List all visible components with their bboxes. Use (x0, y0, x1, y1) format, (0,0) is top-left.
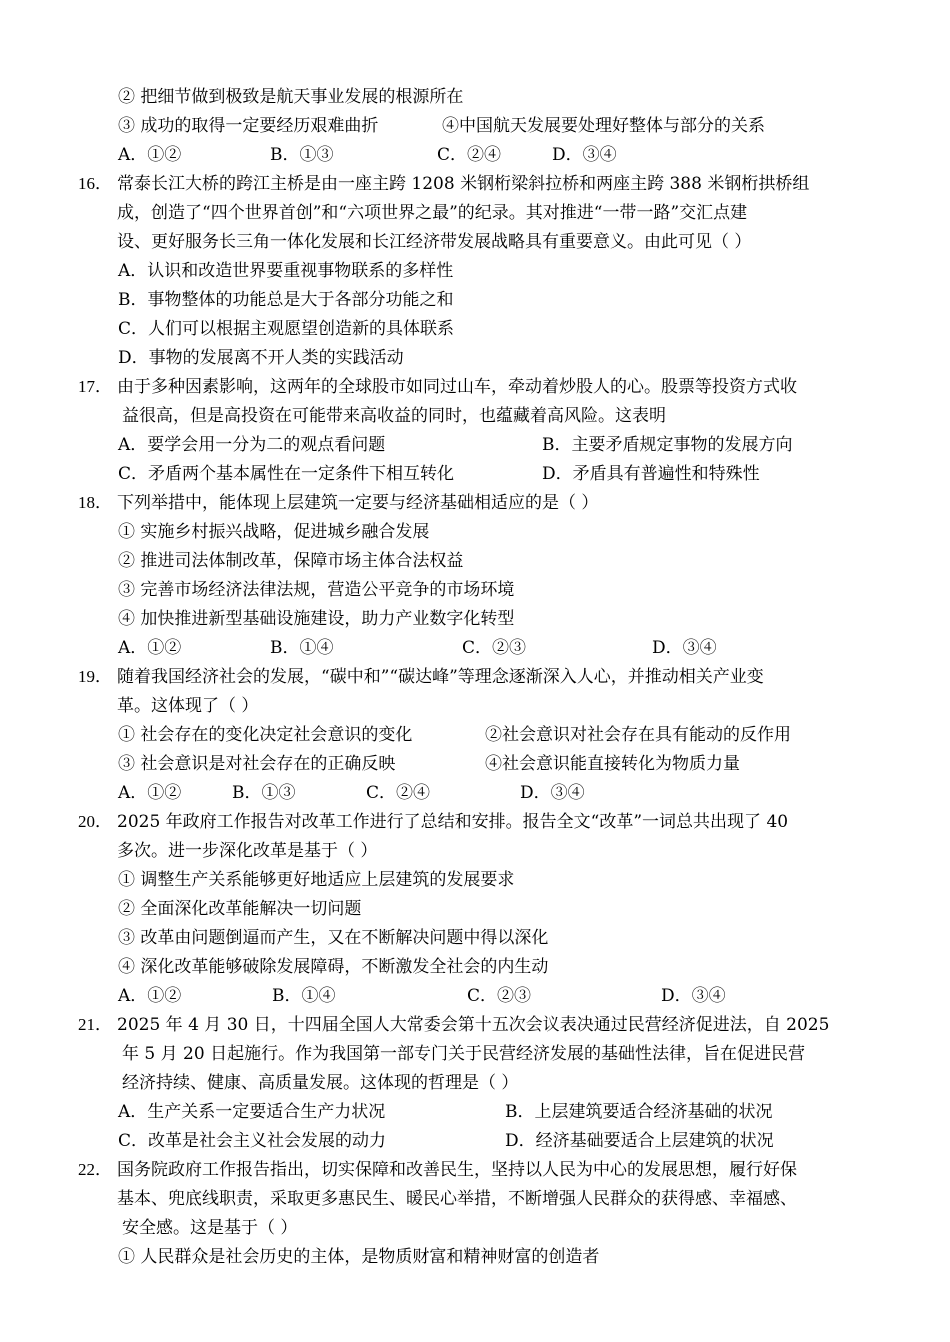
option-d[interactable]: D．③④ (520, 783, 585, 803)
question-text-line: 2025 年政府工作报告对改革工作进行了总结和安排。报告全文“改革”一词总共出现了 40 (117, 812, 789, 832)
option-b[interactable]: B．①③ (270, 145, 334, 165)
option-c[interactable]: C．②④ (437, 145, 502, 165)
option-b[interactable]: B．①④ (270, 638, 334, 658)
statement-1: ① 人民群众是社会历史的主体，是物质财富和精神财富的创造者 (118, 1247, 600, 1267)
option-c[interactable]: C．人们可以根据主观愿望创造新的具体联系 (118, 319, 455, 339)
question-text-line: 益很高，但是高投资在可能带来高收益的同时，也蕴藏着高风险。这表明 (122, 406, 666, 426)
question-number: 20． (78, 812, 112, 831)
statement-1: ① 调整生产关系能够更好地适应上层建筑的发展要求 (118, 870, 515, 890)
question-text-line: 基本、兜底线职责，采取更多惠民生、暖民心举措，不断增强人民群众的获得感、幸福感、 (117, 1189, 797, 1209)
option-c[interactable]: C．②③ (467, 986, 532, 1006)
option-b[interactable]: B．①④ (272, 986, 336, 1006)
statement-3: ③ 改革由问题倒逼而产生，又在不断解决问题中得以深化 (118, 928, 549, 948)
statement-3: ③ 成功的取得一定要经历艰难曲折 (118, 116, 379, 136)
question-number: 19． (78, 667, 112, 686)
statement-4: ④中国航天发展要处理好整体与部分的关系 (442, 116, 765, 136)
question-text-line: 由于多种因素影响，这两年的全球股市如同过山车，牵动着炒股人的心。股票等投资方式收 (117, 377, 797, 397)
option-a[interactable]: A．①② (118, 638, 182, 658)
option-c[interactable]: C．矛盾两个基本属性在一定条件下相互转化 (118, 464, 455, 484)
option-b[interactable]: B．①③ (232, 783, 296, 803)
question-text-line: 成，创造了“四个世界首创”和“六项世界之最”的纪录。其对推进“一带一路”交汇点建 (117, 203, 748, 223)
option-b[interactable]: B．上层建筑要适合经济基础的状况 (505, 1102, 773, 1122)
option-a[interactable]: A．认识和改造世界要重视事物联系的多样性 (118, 261, 454, 281)
question-text-line: 安全感。这是基于（ ） (122, 1218, 298, 1238)
question-number: 16． (78, 174, 112, 193)
option-a[interactable]: A．①② (118, 986, 182, 1006)
statement-4: ④ 加快推进新型基础设施建设，助力产业数字化转型 (118, 609, 515, 629)
statement-1: ① 实施乡村振兴战略，促进城乡融合发展 (118, 522, 430, 542)
statement-2: ② 推进司法体制改革，保障市场主体合法权益 (118, 551, 464, 571)
question-text-line: 常泰长江大桥的跨江主桥是由一座主跨 1208 米钢桁梁斜拉桥和两座主跨 388 米钢桁拱桥组 (117, 174, 810, 194)
question-text-line: 下列举措中，能体现上层建筑一定要与经济基础相适应的是（ ） (117, 493, 599, 513)
option-d[interactable]: D．③④ (552, 145, 617, 165)
option-a[interactable]: A．生产关系一定要适合生产力状况 (118, 1102, 386, 1122)
option-c[interactable]: C．②③ (462, 638, 527, 658)
statement-3: ③ 社会意识是对社会存在的正确反映 (118, 754, 396, 774)
question-text-line: 国务院政府工作报告指出，切实保障和改善民生，坚持以人民为中心的发展思想，履行好保 (117, 1160, 797, 1180)
statement-4: ④ 深化改革能够破除发展障碍，不断激发全社会的内生动 (118, 957, 549, 977)
question-text-line: 设、更好服务长三角一体化发展和长江经济带发展战略具有重要意义。由此可见（ ） (117, 232, 752, 252)
option-d[interactable]: D．事物的发展离不开人类的实践活动 (118, 348, 404, 368)
option-d[interactable]: D．经济基础要适合上层建筑的状况 (505, 1131, 774, 1151)
option-d[interactable]: D．③④ (652, 638, 717, 658)
question-text-line: 革。这体现了（ ） (117, 696, 259, 716)
question-text-line: 经济持续、健康、高质量发展。这体现的哲理是（ ） (122, 1073, 519, 1093)
statement-2: ② 全面深化改革能解决一切问题 (118, 899, 362, 919)
question-text-line: 随着我国经济社会的发展，“碳中和”“碳达峰”等理念逐渐深入人心，并推动相关产业变 (117, 667, 764, 687)
question-number: 22． (78, 1160, 112, 1179)
question-number: 21． (78, 1015, 112, 1034)
option-d[interactable]: D．③④ (661, 986, 726, 1006)
option-a[interactable]: A．①② (118, 145, 182, 165)
question-number: 18． (78, 493, 112, 512)
option-c[interactable]: C．②④ (366, 783, 431, 803)
question-number: 17． (78, 377, 112, 396)
question-text-line: 2025 年 4 月 30 日，十四届全国人大常委会第十五次会议表决通过民营经济促进法，自 2025 (117, 1015, 830, 1035)
statement-1: ① 社会存在的变化决定社会意识的变化 (118, 725, 413, 745)
statement-3: ③ 完善市场经济法律法规，营造公平竞争的市场环境 (118, 580, 515, 600)
question-text-line: 年 5 月 20 日起施行。作为我国第一部专门关于民营经济发展的基础性法律，旨在促进民营 (122, 1044, 806, 1064)
option-b[interactable]: B．主要矛盾规定事物的发展方向 (542, 435, 793, 455)
statement-2: ②社会意识对社会存在具有能动的反作用 (485, 725, 791, 745)
option-d[interactable]: D．矛盾具有普遍性和特殊性 (542, 464, 760, 484)
statement-4: ④社会意识能直接转化为物质力量 (485, 754, 740, 774)
option-c[interactable]: C．改革是社会主义社会发展的动力 (118, 1131, 387, 1151)
question-text-line: 多次。进一步深化改革是基于（ ） (117, 841, 378, 861)
option-b[interactable]: B．事物整体的功能总是大于各部分功能之和 (118, 290, 454, 310)
option-a[interactable]: A．①② (118, 783, 182, 803)
option-a[interactable]: A．要学会用一分为二的观点看问题 (118, 435, 386, 455)
statement-2: ② 把细节做到极致是航天事业发展的根源所在 (118, 87, 464, 107)
